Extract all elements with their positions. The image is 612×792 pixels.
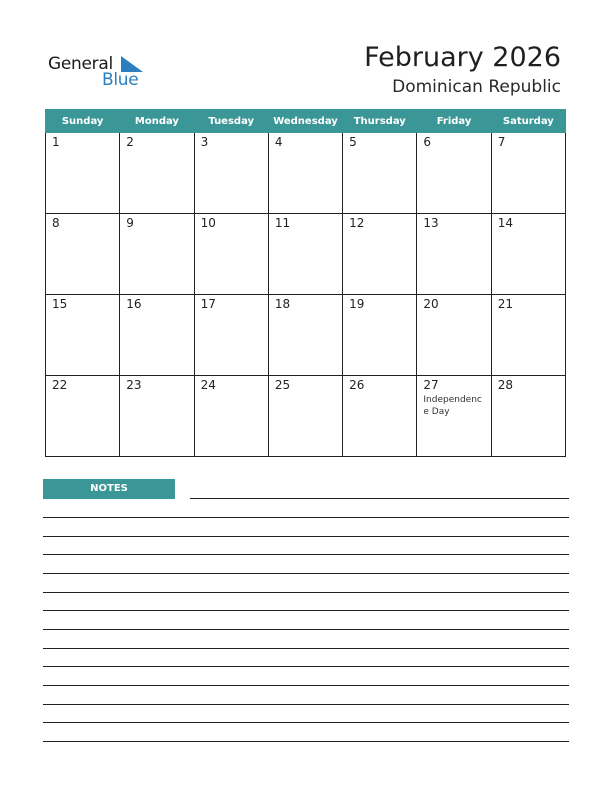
notes-line xyxy=(43,666,569,667)
day-cell xyxy=(343,214,417,295)
weekday-saturday: Saturday xyxy=(491,110,565,133)
day-number: 25 xyxy=(274,378,291,392)
day-cell xyxy=(46,214,120,295)
day-number: 24 xyxy=(200,378,216,392)
day-cell xyxy=(491,376,565,457)
day-cell xyxy=(417,214,491,295)
day-cell xyxy=(417,295,491,376)
logo-text-blue: Blue xyxy=(102,70,139,90)
day-cell xyxy=(194,295,268,376)
day-cell xyxy=(343,133,417,214)
day-number: 20 xyxy=(423,297,439,311)
notes-line xyxy=(43,592,569,593)
day-cell xyxy=(194,214,268,295)
notes-label: NOTES xyxy=(43,479,175,499)
day-number: 4 xyxy=(274,135,283,149)
day-number: 12 xyxy=(349,216,365,230)
weekday-thursday: Thursday xyxy=(343,110,417,133)
day-cell xyxy=(417,133,491,214)
day-number: 23 xyxy=(126,378,142,392)
day-cell xyxy=(343,295,417,376)
notes-line xyxy=(43,517,569,518)
day-cell xyxy=(46,376,120,457)
notes-line xyxy=(43,685,569,686)
day-cell xyxy=(268,376,342,457)
day-number: 9 xyxy=(126,216,134,230)
day-number: 8 xyxy=(52,216,60,230)
day-cell xyxy=(120,376,194,457)
weekday-tuesday: Tuesday xyxy=(194,110,268,133)
day-cell xyxy=(491,133,565,214)
day-number: 18 xyxy=(274,297,291,311)
day-cell xyxy=(491,295,565,376)
day-cell xyxy=(268,214,342,295)
day-number: 28 xyxy=(497,378,513,392)
logo xyxy=(48,52,158,92)
day-number: 3 xyxy=(200,135,209,149)
notes-line xyxy=(43,629,569,630)
day-number: 10 xyxy=(200,216,216,230)
week-row xyxy=(46,295,566,376)
weekday-wednesday: Wednesday xyxy=(268,110,342,133)
day-number: 1 xyxy=(52,135,60,149)
day-number: 27 xyxy=(423,378,439,392)
day-cell xyxy=(120,295,194,376)
calendar-grid xyxy=(45,109,566,457)
weekday-monday: Monday xyxy=(120,110,194,133)
day-number: 11 xyxy=(274,216,291,230)
day-number: 7 xyxy=(497,135,506,149)
logo-text-general: General xyxy=(48,54,113,74)
day-cell xyxy=(120,214,194,295)
day-cell xyxy=(417,376,491,457)
day-cell xyxy=(46,133,120,214)
day-number: 13 xyxy=(423,216,439,230)
notes-line xyxy=(190,498,569,499)
day-cell xyxy=(120,133,194,214)
day-cell xyxy=(268,295,342,376)
day-number: 17 xyxy=(200,297,216,311)
day-cell xyxy=(46,295,120,376)
day-number: 2 xyxy=(126,135,134,149)
notes-line xyxy=(43,573,569,574)
day-number: 26 xyxy=(349,378,365,392)
day-number: 14 xyxy=(497,216,513,230)
day-cell xyxy=(194,376,268,457)
week-row xyxy=(46,214,566,295)
notes-line xyxy=(43,648,569,649)
day-cell xyxy=(491,214,565,295)
weekday-header-row xyxy=(46,110,566,133)
day-number: 6 xyxy=(423,135,432,149)
week-row xyxy=(46,376,566,457)
notes-line xyxy=(43,704,569,705)
notes-line xyxy=(43,536,569,537)
weekday-sunday: Sunday xyxy=(46,110,120,133)
notes-line xyxy=(43,741,569,742)
day-number: 21 xyxy=(497,297,513,311)
day-number: 22 xyxy=(52,378,68,392)
notes-line xyxy=(43,554,569,555)
day-number: 15 xyxy=(52,297,68,311)
weekday-friday: Friday xyxy=(417,110,491,133)
day-number: 16 xyxy=(126,297,142,311)
day-cell xyxy=(268,133,342,214)
week-row xyxy=(46,133,566,214)
day-cell xyxy=(343,376,417,457)
page-title: February 2026 xyxy=(364,42,561,73)
day-number: 19 xyxy=(349,297,365,311)
notes-line xyxy=(43,722,569,723)
day-cell xyxy=(194,133,268,214)
day-number: 5 xyxy=(349,135,357,149)
country-subtitle: Dominican Republic xyxy=(392,77,561,97)
holiday-label: Independence Day xyxy=(423,395,482,417)
notes-line xyxy=(43,610,569,611)
